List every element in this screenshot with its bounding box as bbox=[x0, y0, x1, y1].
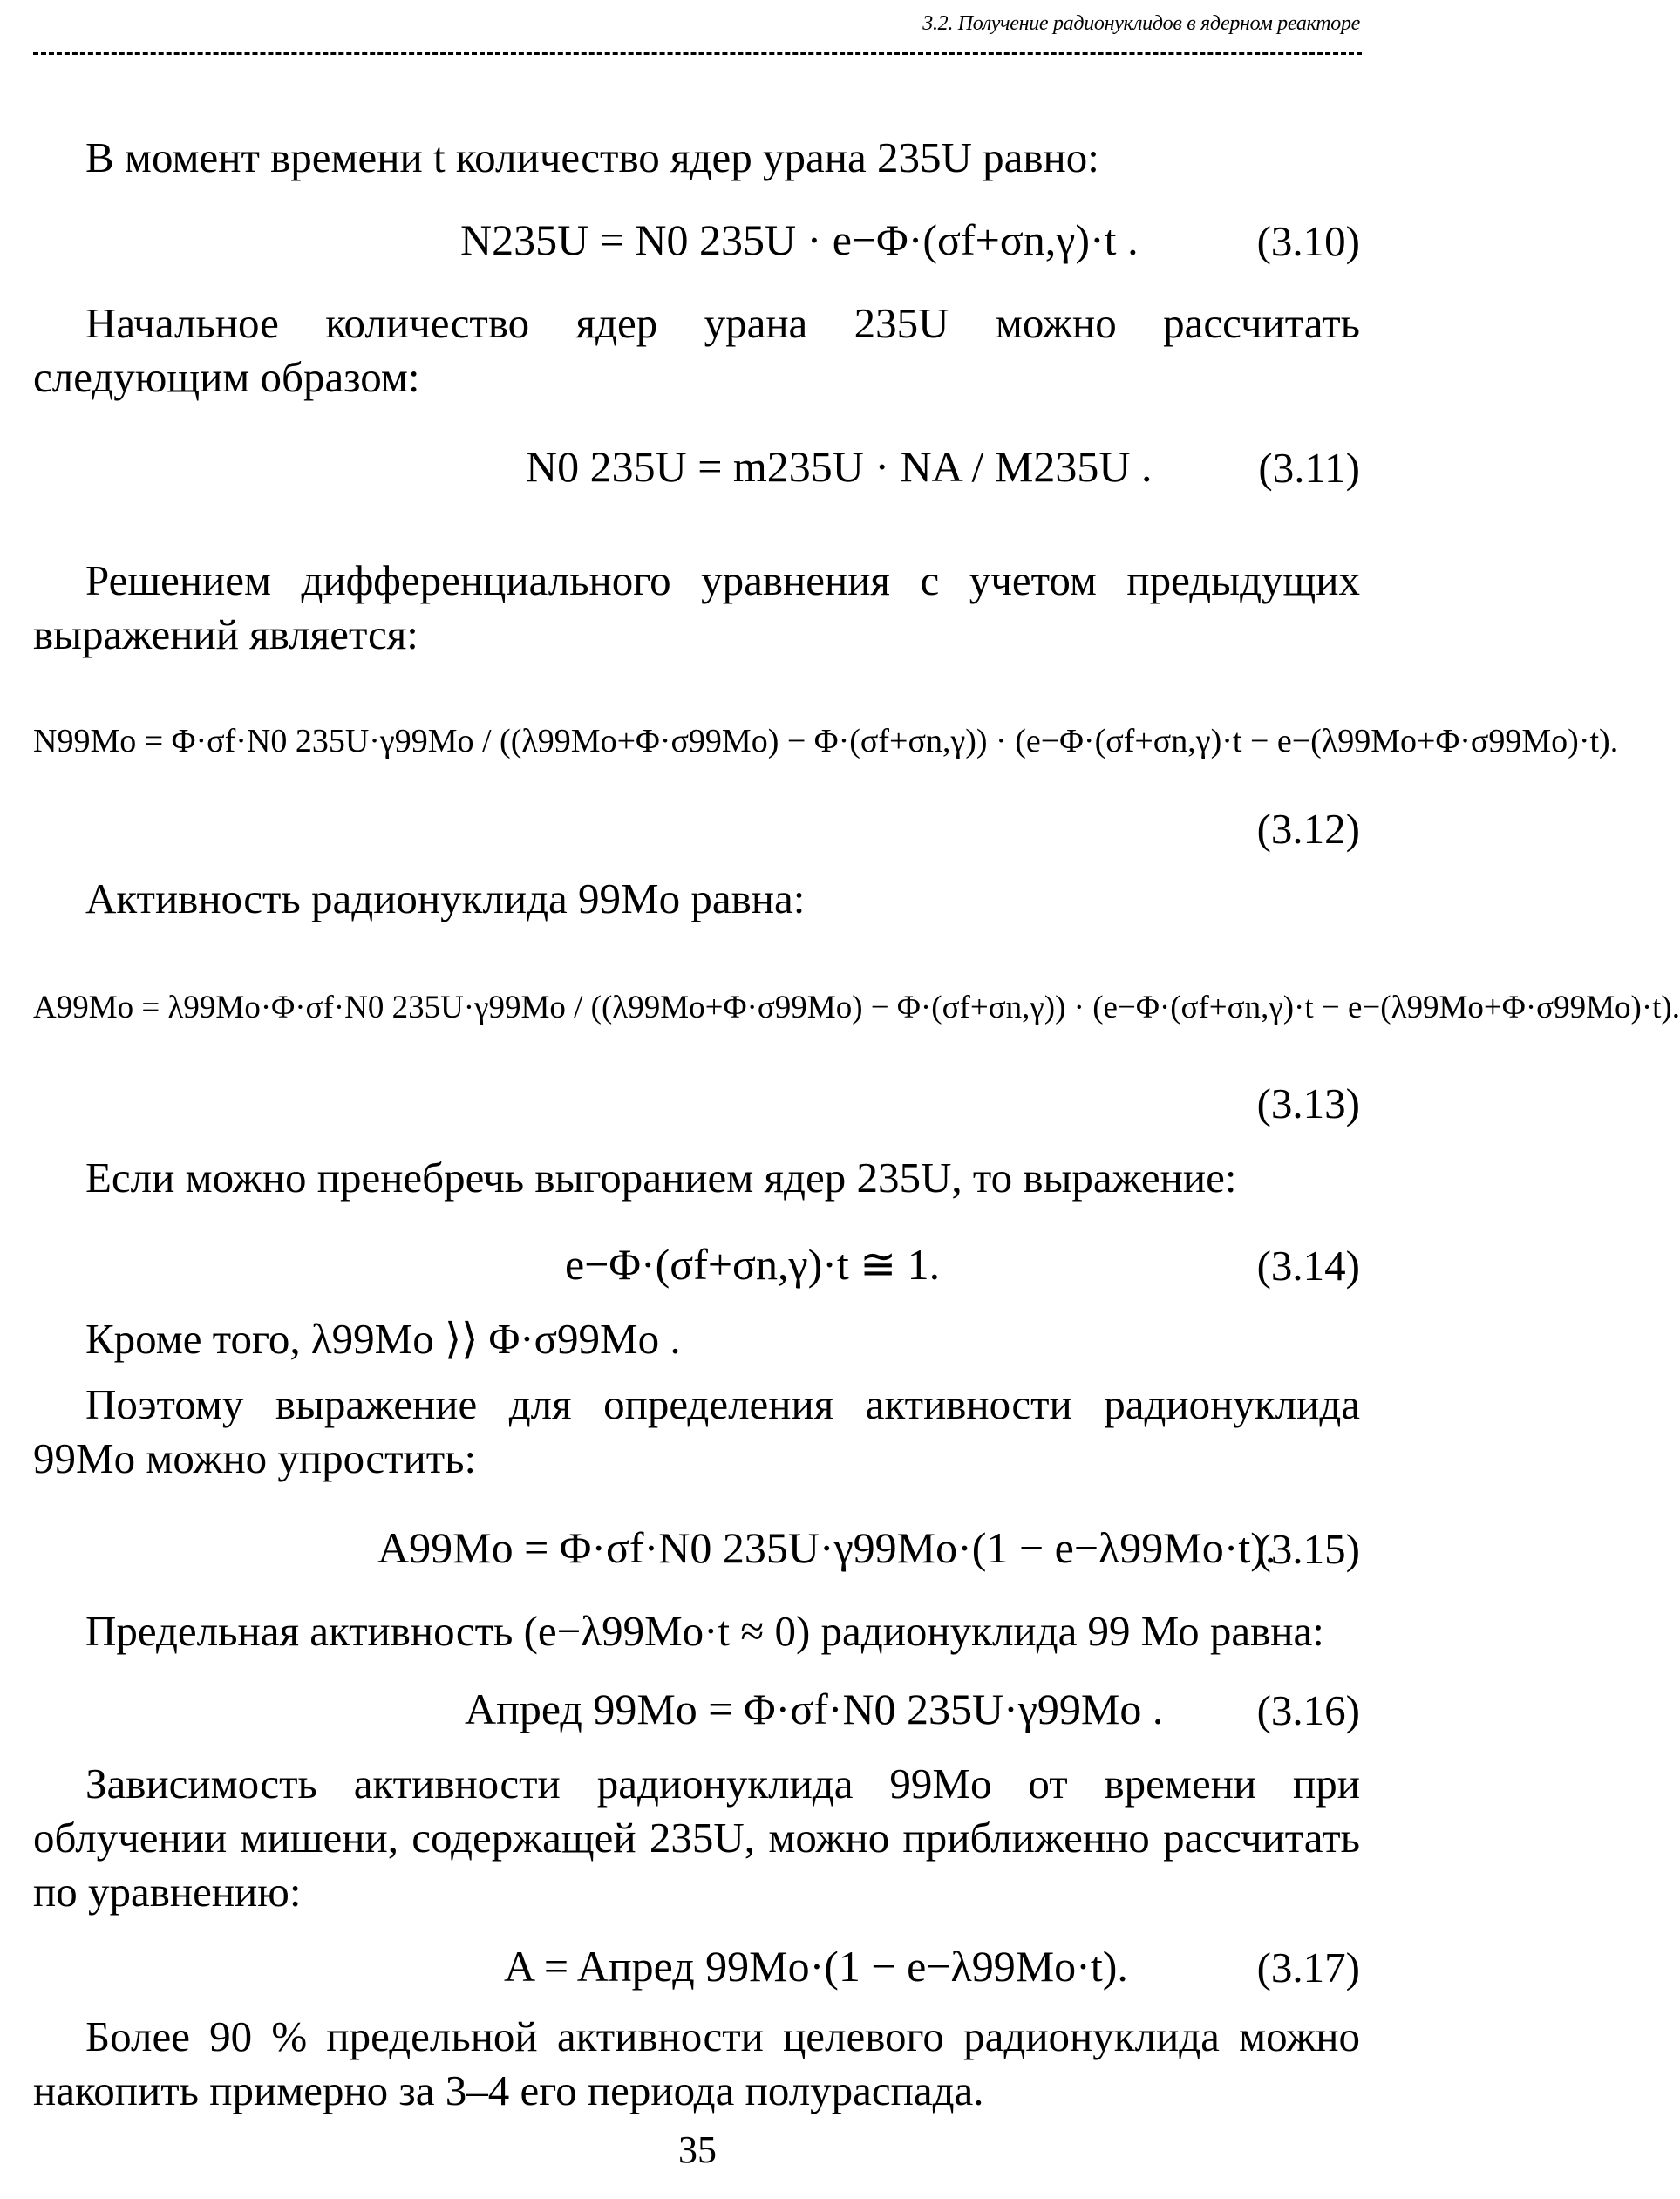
equation-3-14 bbox=[33, 1216, 1360, 1312]
equation-3-15-formula: A99Mo = Φ·σf·N0 235U·γ99Mo·(1 − e−λ99Mo·t). bbox=[377, 1523, 1276, 1572]
paragraph-6: Кроме того, λ99Mo ⟩⟩ Φ·σ99Mo . bbox=[85, 1315, 681, 1363]
equation-3-15 bbox=[33, 1500, 1360, 1596]
equation-3-10-formula: N235U = N0 235U · e−Φ·(σf+σn,γ)·t . bbox=[460, 215, 1139, 264]
paragraph-9: Зависимость активности радионуклида 99Mo от времени при облучении мишени, содержащей 235U, можно приближенно рассчитать по уравнению: bbox=[33, 1760, 1360, 1916]
equation-3-14-formula: e−Φ·(σf+σn,γ)·t ≅ 1. bbox=[565, 1240, 941, 1289]
running-header: 3.2. Получение радионуклидов в ядерном реакторе bbox=[922, 12, 1360, 35]
header-rule bbox=[33, 52, 1362, 55]
equation-3-13-formula: A99Mo = λ99Mo·Φ·σf·N0 235U·γ99Mo / ((λ99Mo+Φ·σ99Mo) − Φ·(σf+σn,γ)) · (e−Φ·(σf+σn,γ)·t − e−(λ99Mo+Φ·σ99Mo)·t). bbox=[33, 989, 1680, 1025]
paragraph-10: Более 90 % предельной активности целевого радионуклида можно накопить примерно за 3–4 его периода полураспада. bbox=[33, 2012, 1360, 2114]
equation-3-13-number: (3.13) bbox=[1256, 1079, 1360, 1127]
equation-3-13 bbox=[33, 942, 1680, 1072]
equation-3-11-number: (3.11) bbox=[1258, 444, 1360, 492]
equation-3-12 bbox=[33, 676, 1619, 807]
equation-3-17 bbox=[33, 1918, 1360, 2014]
equation-3-16-number: (3.16) bbox=[1256, 1686, 1360, 1734]
equation-3-17-number: (3.17) bbox=[1256, 1944, 1360, 1991]
equation-3-10 bbox=[33, 192, 1360, 288]
equation-3-17-formula: A = Aпред 99Mo·(1 − e−λ99Mo·t). bbox=[504, 1942, 1128, 1991]
equation-3-10-number: (3.10) bbox=[1256, 217, 1360, 265]
equation-3-12-formula: N99Mo = Φ·σf·N0 235U·γ99Mo / ((λ99Mo+Φ·σ99Mo) − Φ·(σf+σn,γ)) · (e−Φ·(σf+σn,γ)·t − e−(λ99Mo+Φ·σ99Mo)·t). bbox=[33, 723, 1619, 759]
equation-3-14-number: (3.14) bbox=[1256, 1242, 1360, 1290]
paragraph-4: Активность радионуклида 99Mo равна: bbox=[85, 875, 806, 922]
equation-3-11-formula: N0 235U = m235U · NA / M235U . bbox=[526, 442, 1153, 491]
paragraph-7: Поэтому выражение для определения активности радионуклида 99Mo можно упростить: bbox=[33, 1380, 1360, 1482]
equation-3-12-number: (3.12) bbox=[1256, 805, 1360, 853]
equation-3-16 bbox=[33, 1661, 1360, 1757]
paragraph-3: Решением дифференциального уравнения с учетом предыдущих выражений является: bbox=[33, 556, 1360, 658]
page-number: 35 bbox=[678, 2128, 717, 2171]
paragraph-2: Начальное количество ядер урана 235U можно рассчитать следующим образом: bbox=[33, 299, 1360, 401]
equation-3-11 bbox=[33, 419, 1360, 514]
equation-3-15-number: (3.15) bbox=[1256, 1525, 1360, 1573]
equation-3-16-formula: Aпред 99Mo = Φ·σf·N0 235U·γ99Mo . bbox=[465, 1685, 1164, 1733]
paragraph-8: Предельная активность (e−λ99Mo·t ≈ 0) радионуклида 99 Мо равна: bbox=[85, 1607, 1324, 1655]
paragraph-1: В момент времени t количество ядер урана 235U равно: bbox=[85, 133, 1099, 181]
paragraph-5: Если можно пренебречь выгоранием ядер 235U, то выражение: bbox=[85, 1154, 1237, 1202]
